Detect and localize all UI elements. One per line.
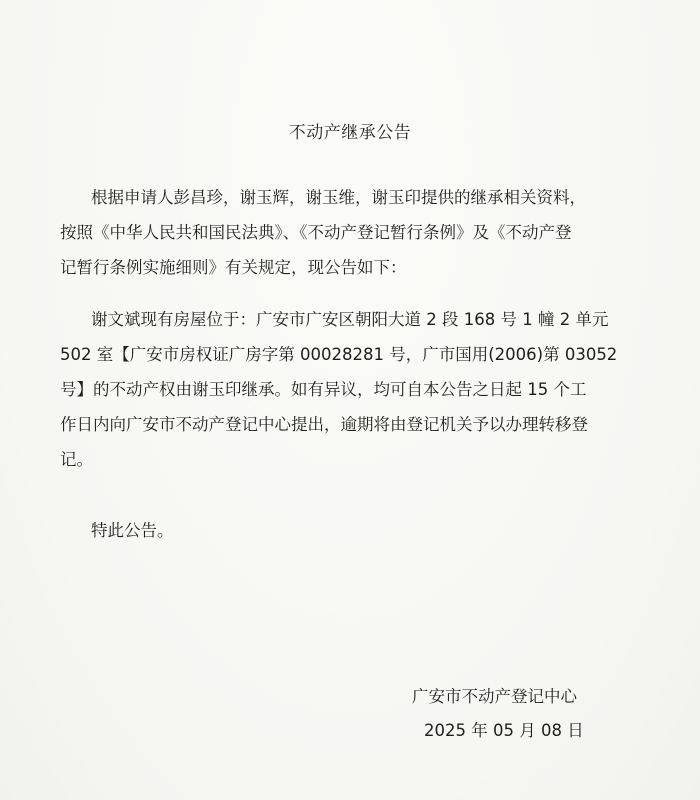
document-title: 不动产继承公告 [288,123,412,143]
paragraph-line: 记暂行条例实施细则》有关规定，现公告如下： [60,258,407,277]
paragraph-applicants [60,180,646,285]
paragraph-line: 作日内向广安市不动产登记中心提出，逾期将由登记机关予以办理转移登 [60,415,588,434]
paragraph-property [60,302,646,477]
paragraph-line: 谢文斌现有房屋位于：广安市广安区朝阳大道 2 段 168 号 1 幢 2 单元 [91,310,609,329]
issue-date: 2025 年 05 月 08 日 [424,721,584,740]
issuing-organization: 广安市不动产登记中心 [412,687,577,706]
paragraph-line: 记。 [60,450,93,469]
closing-text: 特此公告。 [91,521,174,540]
paragraph-line: 根据申请人彭昌珍，谢玉辉，谢玉维，谢玉印提供的继承相关资料， [91,188,586,207]
signature-block [412,680,584,748]
paragraph-line: 502 室【广安市房权证广房字第 00028281 号，广市国用(2006)第 03052 [60,345,618,364]
paragraph-line: 按照《中华人民共和国民法典》、《不动产登记暂行条例》及《不动产登 [60,223,572,242]
paragraph-closing [86,513,646,548]
paragraph-line: 号】的不动产权由谢玉印继承。如有异议，均可自本公告之日起 15 个工 [60,380,587,399]
